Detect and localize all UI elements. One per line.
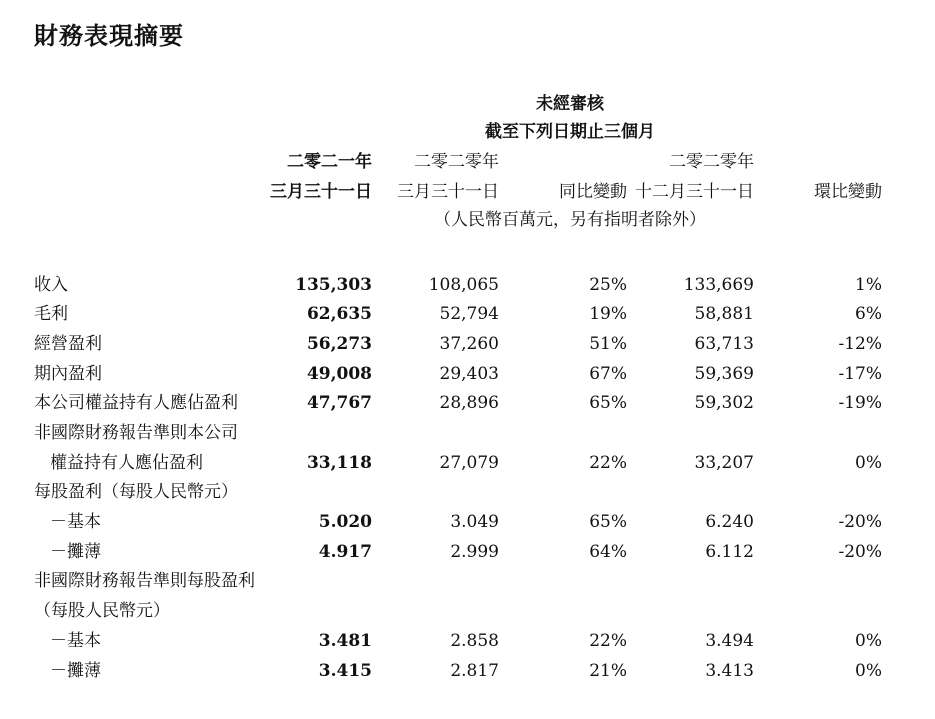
table-row [0, 539, 935, 565]
value-2020q1: 28,896 [439, 393, 499, 413]
value-yoy-change: 19% [589, 304, 627, 324]
table-row [0, 568, 935, 594]
table-row [0, 628, 935, 654]
row-label: －攤薄 [50, 661, 101, 681]
page-title: 財務表現摘要 [34, 21, 184, 50]
value-2020q4: 59,302 [694, 393, 754, 413]
table-row [0, 301, 935, 327]
col3-header: 同比變動 [559, 182, 627, 202]
unaudited-header: 未經審核 [536, 94, 604, 114]
col1-header-line1: 二零二一年 [287, 152, 372, 172]
value-2021q1: 33,118 [306, 453, 372, 473]
table-row [0, 390, 935, 416]
value-2021q1: 4.917 [318, 542, 372, 562]
value-2020q1: 37,260 [439, 334, 499, 354]
row-label: 毛利 [34, 304, 68, 324]
row-label: －攤薄 [50, 542, 101, 562]
table-row [0, 331, 935, 357]
value-qoq-change: -19% [838, 393, 882, 413]
value-yoy-change: 22% [589, 453, 627, 473]
row-label: 非國際財務報告準則每股盈利 [34, 571, 255, 591]
value-2021q1: 5.020 [318, 512, 372, 532]
unit-note: （人民幣百萬元，另有指明者除外） [434, 210, 706, 230]
value-2020q1: 52,794 [439, 304, 499, 324]
row-label: －基本 [50, 512, 101, 532]
row-label: －基本 [50, 631, 101, 651]
value-qoq-change: 6% [855, 304, 882, 324]
row-label: 經營盈利 [34, 334, 102, 354]
table-row [0, 420, 935, 446]
row-label: 非國際財務報告準則本公司 [34, 423, 238, 443]
value-2021q1: 49,008 [306, 364, 372, 384]
value-yoy-change: 64% [589, 542, 627, 562]
value-2021q1: 3.481 [318, 631, 372, 651]
value-2020q1: 3.049 [450, 512, 499, 532]
value-qoq-change: -20% [838, 542, 882, 562]
value-qoq-change: 0% [855, 453, 882, 473]
row-label: 每股盈利（每股人民幣元） [34, 482, 238, 502]
col2-header-line2: 三月三十一日 [397, 182, 499, 202]
value-2020q4: 59,369 [694, 364, 754, 384]
value-2020q4: 3.494 [705, 631, 754, 651]
value-2020q1: 2.817 [450, 661, 499, 681]
row-label: 期內盈利 [34, 364, 102, 384]
table-row [0, 450, 935, 476]
value-2020q1: 108,065 [428, 275, 499, 295]
row-label: （每股人民幣元） [34, 601, 170, 621]
col5-header: 環比變動 [814, 182, 882, 202]
value-yoy-change: 65% [589, 393, 627, 413]
period-header: 截至下列日期止三個月 [485, 122, 655, 142]
row-label: 權益持有人應佔盈利 [50, 453, 203, 473]
value-2020q4: 63,713 [694, 334, 754, 354]
value-2020q4: 133,669 [683, 275, 754, 295]
value-2021q1: 56,273 [306, 334, 372, 354]
value-yoy-change: 21% [589, 661, 627, 681]
value-2020q4: 33,207 [694, 453, 754, 473]
value-2020q1: 29,403 [439, 364, 499, 384]
value-2021q1: 47,767 [306, 393, 372, 413]
row-label: 收入 [34, 275, 68, 295]
value-2020q1: 27,079 [439, 453, 499, 473]
value-2020q4: 3.413 [705, 661, 754, 681]
table-row [0, 598, 935, 624]
value-2021q1: 3.415 [318, 661, 372, 681]
value-yoy-change: 51% [589, 334, 627, 354]
table-row [0, 272, 935, 298]
value-qoq-change: -12% [838, 334, 882, 354]
table-row [0, 509, 935, 535]
value-2020q4: 6.240 [705, 512, 754, 532]
value-qoq-change: 0% [855, 631, 882, 651]
col4-header-line1: 二零二零年 [669, 152, 754, 172]
value-qoq-change: -17% [838, 364, 882, 384]
value-yoy-change: 25% [589, 275, 627, 295]
table-row [0, 658, 935, 684]
value-qoq-change: 0% [855, 661, 882, 681]
col4-header-line2: 十二月三十一日 [635, 182, 754, 202]
value-2020q4: 6.112 [705, 542, 754, 562]
value-2020q1: 2.858 [450, 631, 499, 651]
value-yoy-change: 65% [589, 512, 627, 532]
value-2021q1: 135,303 [295, 275, 372, 295]
table-row [0, 361, 935, 387]
value-yoy-change: 22% [589, 631, 627, 651]
value-qoq-change: 1% [855, 275, 882, 295]
col1-header-line2: 三月三十一日 [270, 182, 372, 202]
col2-header-line1: 二零二零年 [414, 152, 499, 172]
value-2021q1: 62,635 [306, 304, 372, 324]
value-2020q4: 58,881 [694, 304, 754, 324]
value-qoq-change: -20% [838, 512, 882, 532]
value-yoy-change: 67% [589, 364, 627, 384]
table-row [0, 479, 935, 505]
row-label: 本公司權益持有人應佔盈利 [34, 393, 238, 413]
value-2020q1: 2.999 [450, 542, 499, 562]
